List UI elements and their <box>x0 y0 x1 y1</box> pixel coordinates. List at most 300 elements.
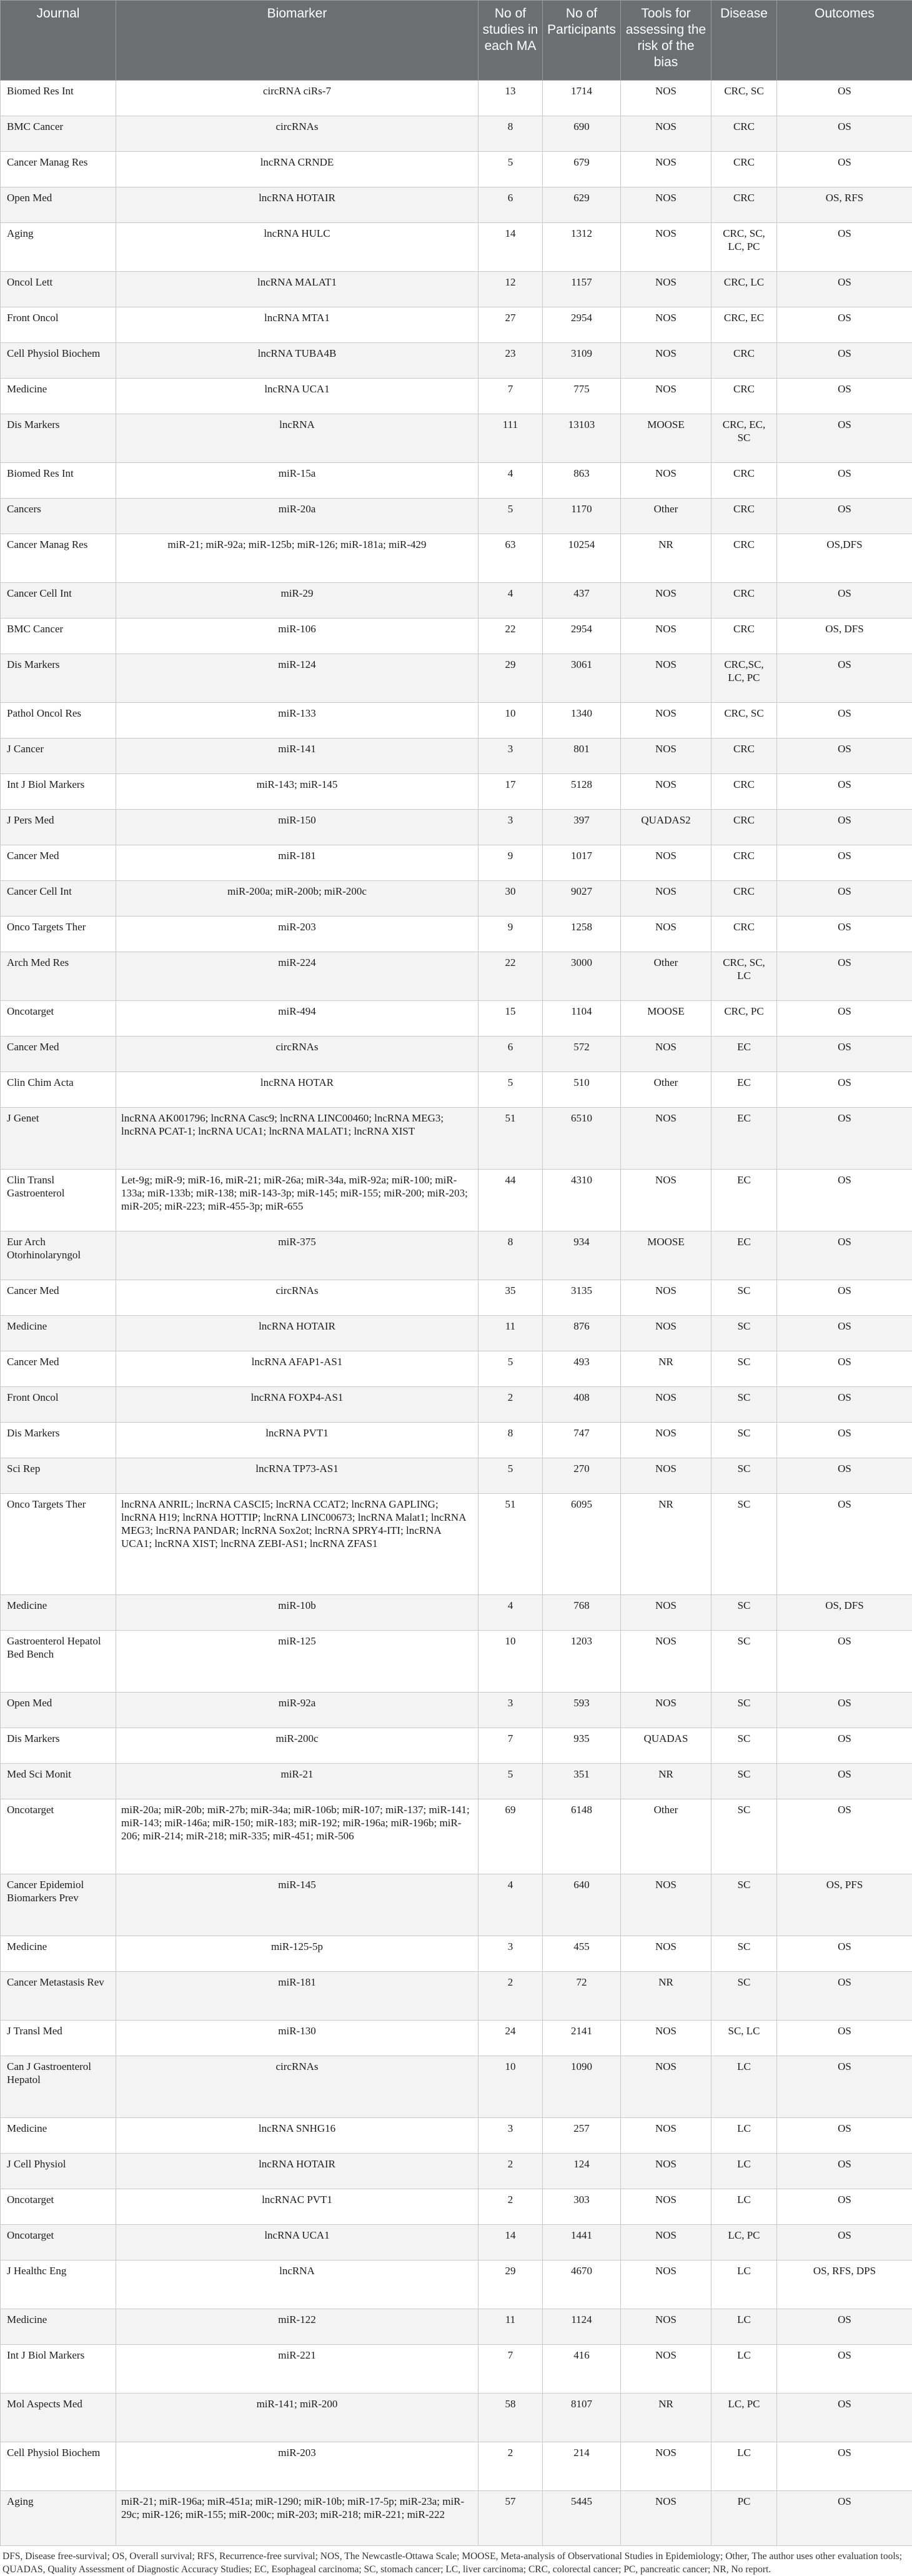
cell-outcomes: OS <box>777 952 912 1001</box>
cell-studies: 111 <box>478 414 543 463</box>
table-row <box>1 1936 912 1972</box>
table-row <box>1 2309 912 2345</box>
cell-journal: J Cell Physiol <box>1 2154 116 2189</box>
table-row <box>1 1423 912 1458</box>
cell-journal: Aging <box>1 223 116 272</box>
cell-outcomes: OS <box>777 152 912 187</box>
cell-tool: NOS <box>621 2309 711 2345</box>
cell-tool: NOS <box>621 343 711 379</box>
cell-studies: 8 <box>478 116 543 152</box>
cell-outcomes: OS <box>777 1037 912 1072</box>
cell-biomarker: miR-150 <box>116 810 478 845</box>
cell-biomarker: miR-29 <box>116 583 478 619</box>
cell-biomarker: miR-224 <box>116 952 478 1001</box>
cell-journal: Med Sci Monit <box>1 1764 116 1799</box>
cell-outcomes: OS <box>777 583 912 619</box>
table-row <box>1 619 912 654</box>
cell-participants: 9027 <box>543 881 621 917</box>
table-row <box>1 1001 912 1037</box>
table-row <box>1 703 912 738</box>
table-row <box>1 1108 912 1170</box>
cell-disease: PC <box>711 2491 777 2546</box>
cell-biomarker: miR-203 <box>116 2442 478 2491</box>
cell-disease: SC <box>711 1728 777 1764</box>
cell-disease: CRC, LC <box>711 272 777 307</box>
cell-journal: J Cancer <box>1 738 116 774</box>
cell-tool: QUADAS2 <box>621 810 711 845</box>
cell-biomarker: miR-145 <box>116 1874 478 1936</box>
cell-participants: 124 <box>543 2154 621 2189</box>
cell-journal: Medicine <box>1 1316 116 1351</box>
cell-biomarker: miR-15a <box>116 463 478 499</box>
cell-journal: Medicine <box>1 1595 116 1631</box>
cell-outcomes: OS <box>777 1423 912 1458</box>
cell-participants: 257 <box>543 2118 621 2154</box>
cell-tool: NR <box>621 1972 711 2021</box>
cell-studies: 15 <box>478 1001 543 1037</box>
cell-participants: 640 <box>543 1874 621 1936</box>
cell-disease: CRC <box>711 881 777 917</box>
cell-tool: NOS <box>621 845 711 881</box>
cell-studies: 4 <box>478 1595 543 1631</box>
cell-disease: SC <box>711 1595 777 1631</box>
table-row <box>1 272 912 307</box>
cell-studies: 51 <box>478 1494 543 1595</box>
cell-participants: 1170 <box>543 499 621 534</box>
cell-journal: Eur Arch Otorhinolaryngol <box>1 1231 116 1280</box>
cell-tool: NOS <box>621 2225 711 2260</box>
cell-studies: 51 <box>478 1108 543 1170</box>
cell-disease: EC <box>711 1108 777 1170</box>
cell-disease: LC <box>711 2056 777 2118</box>
cell-participants: 629 <box>543 187 621 223</box>
cell-tool: Other <box>621 1072 711 1108</box>
cell-participants: 4310 <box>543 1170 621 1231</box>
cell-tool: NOS <box>621 1423 711 1458</box>
cell-participants: 1203 <box>543 1631 621 1693</box>
table-row <box>1 1728 912 1764</box>
cell-tool: NOS <box>621 2345 711 2394</box>
cell-disease: SC <box>711 1874 777 1936</box>
cell-participants: 13103 <box>543 414 621 463</box>
table-row <box>1 917 912 952</box>
cell-disease: CRC <box>711 619 777 654</box>
cell-biomarker: lncRNA UCA1 <box>116 2225 478 2260</box>
cell-biomarker: miR-133 <box>116 703 478 738</box>
cell-journal: Front Oncol <box>1 1387 116 1423</box>
cell-disease: CRC <box>711 810 777 845</box>
cell-journal: Aging <box>1 2491 116 2546</box>
cell-participants: 768 <box>543 1595 621 1631</box>
header-tools: Tools for assessing the risk of the bias <box>621 1 711 81</box>
cell-disease: SC <box>711 1799 777 1874</box>
cell-tool: Other <box>621 1799 711 1874</box>
cell-tool: NOS <box>621 2021 711 2056</box>
cell-journal: Can J Gastroenterol Hepatol <box>1 2056 116 2118</box>
table-row <box>1 1874 912 1936</box>
cell-tool: NOS <box>621 2118 711 2154</box>
cell-journal: Cancers <box>1 499 116 534</box>
cell-disease: SC <box>711 1423 777 1458</box>
cell-disease: CRC <box>711 187 777 223</box>
table-row <box>1 1631 912 1693</box>
cell-disease: LC <box>711 2442 777 2491</box>
cell-outcomes: OS <box>777 2394 912 2442</box>
cell-outcomes: OS <box>777 2225 912 2260</box>
cell-outcomes: OS <box>777 1764 912 1799</box>
cell-tool: NOS <box>621 654 711 703</box>
cell-studies: 4 <box>478 583 543 619</box>
cell-tool: NOS <box>621 379 711 414</box>
cell-studies: 5 <box>478 152 543 187</box>
cell-participants: 303 <box>543 2189 621 2225</box>
cell-disease: CRC <box>711 738 777 774</box>
cell-biomarker: miR-20a; miR-20b; miR-27b; miR-34a; miR-106b; miR-107; miR-137; miR-141; miR-143; miR-146a; miR-150; miR-183; miR-192; miR-196a; miR-196b; miR-206; miR-214; miR-218; miR-335; miR-451; miR-506 <box>116 1799 478 1874</box>
cell-tool: NOS <box>621 583 711 619</box>
table-row <box>1 499 912 534</box>
cell-tool: NOS <box>621 1280 711 1316</box>
cell-disease: SC <box>711 1351 777 1387</box>
cell-tool: NOS <box>621 187 711 223</box>
table-row <box>1 307 912 343</box>
cell-biomarker: lncRNA HOTAIR <box>116 1316 478 1351</box>
cell-biomarker: miR-200a; miR-200b; miR-200c <box>116 881 478 917</box>
table-body <box>1 81 912 2546</box>
cell-outcomes: OS <box>777 414 912 463</box>
cell-studies: 11 <box>478 1316 543 1351</box>
table-row <box>1 2189 912 2225</box>
cell-studies: 58 <box>478 2394 543 2442</box>
cell-outcomes: OS <box>777 1631 912 1693</box>
cell-outcomes: OS <box>777 845 912 881</box>
cell-participants: 351 <box>543 1764 621 1799</box>
cell-biomarker: miR-141; miR-200 <box>116 2394 478 2442</box>
table-row <box>1 2394 912 2442</box>
table-row <box>1 845 912 881</box>
cell-journal: Cancer Med <box>1 1037 116 1072</box>
cell-journal: Cancer Med <box>1 1351 116 1387</box>
cell-studies: 24 <box>478 2021 543 2056</box>
cell-tool: NOS <box>621 1170 711 1231</box>
cell-tool: NOS <box>621 619 711 654</box>
cell-biomarker: miR-10b <box>116 1595 478 1631</box>
table-row <box>1 414 912 463</box>
table-row <box>1 1037 912 1072</box>
cell-disease: CRC <box>711 774 777 810</box>
cell-tool: NOS <box>621 1458 711 1494</box>
table-row <box>1 2225 912 2260</box>
cell-outcomes: OS <box>777 2345 912 2394</box>
cell-outcomes: OS <box>777 272 912 307</box>
cell-participants: 408 <box>543 1387 621 1423</box>
cell-participants: 270 <box>543 1458 621 1494</box>
cell-participants: 747 <box>543 1423 621 1458</box>
header-studies: No of studies in each MA <box>478 1 543 81</box>
cell-studies: 9 <box>478 917 543 952</box>
cell-disease: CRC, SC, LC, PC <box>711 223 777 272</box>
cell-studies: 10 <box>478 1631 543 1693</box>
cell-journal: Dis Markers <box>1 414 116 463</box>
cell-studies: 17 <box>478 774 543 810</box>
cell-participants: 72 <box>543 1972 621 2021</box>
cell-studies: 69 <box>478 1799 543 1874</box>
cell-disease: SC <box>711 1458 777 1494</box>
cell-disease: LC <box>711 2189 777 2225</box>
cell-studies: 14 <box>478 223 543 272</box>
header-journal: Journal <box>1 1 116 81</box>
table-row <box>1 187 912 223</box>
cell-studies: 2 <box>478 1972 543 2021</box>
cell-studies: 27 <box>478 307 543 343</box>
cell-disease: EC <box>711 1170 777 1231</box>
cell-tool: NOS <box>621 917 711 952</box>
table-row <box>1 738 912 774</box>
cell-disease: CRC, SC, LC <box>711 952 777 1001</box>
cell-participants: 2141 <box>543 2021 621 2056</box>
table-row <box>1 2491 912 2546</box>
cell-studies: 14 <box>478 2225 543 2260</box>
table-row <box>1 2260 912 2309</box>
cell-biomarker: miR-221 <box>116 2345 478 2394</box>
cell-biomarker: circRNA ciRs-7 <box>116 81 478 116</box>
header-disease: Disease <box>711 1 777 81</box>
cell-journal: Oncotarget <box>1 2225 116 2260</box>
cell-journal: Clin Chim Acta <box>1 1072 116 1108</box>
cell-participants: 3135 <box>543 1280 621 1316</box>
cell-biomarker: circRNAs <box>116 1280 478 1316</box>
cell-outcomes: OS <box>777 1231 912 1280</box>
cell-journal: BMC Cancer <box>1 116 116 152</box>
cell-outcomes: OS <box>777 1458 912 1494</box>
cell-outcomes: OS <box>777 2491 912 2546</box>
table-row <box>1 1072 912 1108</box>
cell-biomarker: lncRNA HOTAIR <box>116 2154 478 2189</box>
cell-participants: 1312 <box>543 223 621 272</box>
cell-studies: 7 <box>478 1728 543 1764</box>
cell-disease: LC <box>711 2345 777 2394</box>
cell-journal: Cancer Med <box>1 845 116 881</box>
cell-tool: NOS <box>621 2442 711 2491</box>
cell-disease: SC <box>711 1280 777 1316</box>
cell-participants: 3061 <box>543 654 621 703</box>
cell-outcomes: OS <box>777 1387 912 1423</box>
cell-studies: 5 <box>478 499 543 534</box>
table-header-row <box>1 1 912 81</box>
cell-biomarker: miR-130 <box>116 2021 478 2056</box>
cell-journal: Sci Rep <box>1 1458 116 1494</box>
cell-outcomes: OS <box>777 738 912 774</box>
cell-outcomes: OS <box>777 1494 912 1595</box>
cell-studies: 7 <box>478 379 543 414</box>
cell-disease: CRC <box>711 152 777 187</box>
cell-participants: 801 <box>543 738 621 774</box>
cell-biomarker: lncRNA AK001796; lncRNA Casc9; lncRNA LINC00460; lncRNA MEG3; lncRNA PCAT-1; lncRNA UCA1; lncRNA MALAT1; lncRNA XIST <box>116 1108 478 1170</box>
cell-outcomes: OS <box>777 1170 912 1231</box>
cell-participants: 775 <box>543 379 621 414</box>
cell-disease: SC <box>711 1693 777 1728</box>
cell-biomarker: lncRNA MTA1 <box>116 307 478 343</box>
table-row <box>1 810 912 845</box>
cell-studies: 3 <box>478 738 543 774</box>
table-row <box>1 2021 912 2056</box>
cell-participants: 593 <box>543 1693 621 1728</box>
cell-studies: 57 <box>478 2491 543 2546</box>
cell-biomarker: miR-181 <box>116 845 478 881</box>
cell-biomarker: circRNAs <box>116 116 478 152</box>
cell-disease: CRC <box>711 343 777 379</box>
cell-studies: 3 <box>478 810 543 845</box>
cell-outcomes: OS <box>777 2442 912 2491</box>
cell-biomarker: miR-21; miR-92a; miR-125b; miR-126; miR-181a; miR-429 <box>116 534 478 583</box>
cell-tool: NOS <box>621 2491 711 2546</box>
cell-disease: EC <box>711 1072 777 1108</box>
cell-disease: CRC <box>711 463 777 499</box>
cell-tool: NOS <box>621 774 711 810</box>
cell-disease: CRC <box>711 534 777 583</box>
cell-participants: 935 <box>543 1728 621 1764</box>
cell-biomarker: miR-494 <box>116 1001 478 1037</box>
cell-studies: 3 <box>478 2118 543 2154</box>
cell-biomarker: lncRNA ANRIL; lncRNA CASCI5; lncRNA CCAT2; lncRNA GAPLING; lncRNA H19; lncRNA HOTTIP; lncRNA LINC00673; lncRNA Malat1; lncRNA MEG3; lncRNA PANDAR; lncRNA Sox2ot; lncRNA SPRY4-ITI; lncRNA UCA1; lncRNA XIST; lncRNA ZEBI-AS1; lncRNA ZFAS1 <box>116 1494 478 1595</box>
cell-studies: 44 <box>478 1170 543 1231</box>
cell-outcomes: OS <box>777 1316 912 1351</box>
cell-tool: QUADAS <box>621 1728 711 1764</box>
table-row <box>1 1458 912 1494</box>
cell-studies: 3 <box>478 1936 543 1972</box>
cell-outcomes: OS <box>777 1972 912 2021</box>
cell-biomarker: miR-125 <box>116 1631 478 1693</box>
cell-tool: NOS <box>621 272 711 307</box>
cell-disease: SC <box>711 1631 777 1693</box>
cell-journal: Medicine <box>1 1936 116 1972</box>
cell-disease: CRC <box>711 116 777 152</box>
cell-studies: 8 <box>478 1423 543 1458</box>
cell-disease: CRC, EC, SC <box>711 414 777 463</box>
cell-biomarker: miR-125-5p <box>116 1936 478 1972</box>
cell-studies: 11 <box>478 2309 543 2345</box>
cell-outcomes: OS <box>777 499 912 534</box>
table-row <box>1 463 912 499</box>
cell-disease: SC <box>711 1494 777 1595</box>
cell-outcomes: OS <box>777 223 912 272</box>
cell-journal: Medicine <box>1 2309 116 2345</box>
header-participants: No of Participants <box>543 1 621 81</box>
table-row <box>1 1231 912 1280</box>
cell-biomarker: miR-375 <box>116 1231 478 1280</box>
cell-biomarker: lncRNA HOTAR <box>116 1072 478 1108</box>
cell-biomarker: lncRNA CRNDE <box>116 152 478 187</box>
cell-outcomes: OS <box>777 463 912 499</box>
cell-outcomes: OS <box>777 881 912 917</box>
cell-participants: 934 <box>543 1231 621 1280</box>
table-row <box>1 1494 912 1595</box>
cell-studies: 3 <box>478 1693 543 1728</box>
cell-participants: 214 <box>543 2442 621 2491</box>
table-row <box>1 116 912 152</box>
cell-participants: 876 <box>543 1316 621 1351</box>
cell-outcomes: OS <box>777 2154 912 2189</box>
table-row <box>1 1351 912 1387</box>
cell-journal: Open Med <box>1 187 116 223</box>
table-row <box>1 881 912 917</box>
cell-studies: 5 <box>478 1764 543 1799</box>
cell-biomarker: lncRNA AFAP1-AS1 <box>116 1351 478 1387</box>
cell-tool: NOS <box>621 2189 711 2225</box>
cell-studies: 7 <box>478 2345 543 2394</box>
cell-journal: Oncotarget <box>1 2189 116 2225</box>
cell-disease: CRC, EC <box>711 307 777 343</box>
cell-studies: 63 <box>478 534 543 583</box>
cell-journal: Oncol Lett <box>1 272 116 307</box>
cell-journal: Mol Aspects Med <box>1 2394 116 2442</box>
cell-biomarker: miR-143; miR-145 <box>116 774 478 810</box>
cell-journal: Dis Markers <box>1 1423 116 1458</box>
cell-biomarker: miR-203 <box>116 917 478 952</box>
cell-journal: Int J Biol Markers <box>1 2345 116 2394</box>
cell-biomarker: Let-9g; miR-9; miR-16, miR-21; miR-26a; miR-34a, miR-92a; miR-100; miR-133a; miR-133b; miR-138; miR-143-3p; miR-145; miR-155; miR-200; miR-203; miR-205; miR-223; miR-455-3p; miR-655 <box>116 1170 478 1231</box>
cell-participants: 397 <box>543 810 621 845</box>
cell-studies: 6 <box>478 1037 543 1072</box>
cell-biomarker: lncRNA <box>116 2260 478 2309</box>
table-row <box>1 152 912 187</box>
cell-journal: Cell Physiol Biochem <box>1 2442 116 2491</box>
table-row <box>1 654 912 703</box>
cell-tool: NOS <box>621 2056 711 2118</box>
cell-journal: Open Med <box>1 1693 116 1728</box>
cell-outcomes: OS <box>777 2118 912 2154</box>
cell-outcomes: OS <box>777 343 912 379</box>
cell-disease: LC, PC <box>711 2225 777 2260</box>
cell-tool: NOS <box>621 1874 711 1936</box>
cell-biomarker: miR-21; miR-196a; miR-451a; miR-1290; miR-10b; miR-17-5p; miR-23a; miR-29c; miR-126; miR-155; miR-200c; miR-203; miR-218; miR-221; miR-222 <box>116 2491 478 2546</box>
cell-outcomes: OS, RFS <box>777 187 912 223</box>
cell-outcomes: OS <box>777 1280 912 1316</box>
cell-outcomes: OS <box>777 1108 912 1170</box>
cell-journal: Cancer Manag Res <box>1 534 116 583</box>
cell-participants: 493 <box>543 1351 621 1387</box>
cell-studies: 22 <box>478 619 543 654</box>
cell-journal: Dis Markers <box>1 1728 116 1764</box>
cell-tool: NOS <box>621 1037 711 1072</box>
cell-disease: LC <box>711 2260 777 2309</box>
cell-tool: NOS <box>621 1387 711 1423</box>
cell-biomarker: lncRNA FOXP4-AS1 <box>116 1387 478 1423</box>
cell-tool: NR <box>621 534 711 583</box>
table-footnote: DFS, Disease free-survival; OS, Overall survival; RFS, Recurrence-free survival; NOS, The Newcastle-Ottawa Scale; MOOSE, Meta-analysis of Observational Studies in Epidemiology; Other, The author uses other evaluation tools; QUADAS, Quality Assessment of Diagnostic Accuracy Studies; EC, Esophageal carcinoma; SC, stomach cancer; LC, liver carcinoma; CRC, colorectal cancer; PC, pancreatic cancer; NR, No report. <box>0 2550 911 2576</box>
cell-studies: 2 <box>478 1387 543 1423</box>
cell-journal: Medicine <box>1 2118 116 2154</box>
cell-biomarker: lncRNA <box>116 414 478 463</box>
cell-participants: 690 <box>543 116 621 152</box>
table-row <box>1 81 912 116</box>
table-row <box>1 1170 912 1231</box>
cell-participants: 1340 <box>543 703 621 738</box>
cell-outcomes: OS <box>777 1001 912 1037</box>
cell-journal: Oncotarget <box>1 1799 116 1874</box>
cell-participants: 1714 <box>543 81 621 116</box>
cell-journal: Clin Transl Gastroenterol <box>1 1170 116 1231</box>
cell-outcomes: OS <box>777 703 912 738</box>
cell-disease: SC <box>711 1764 777 1799</box>
cell-journal: J Genet <box>1 1108 116 1170</box>
cell-tool: NR <box>621 1494 711 1595</box>
cell-tool: NOS <box>621 116 711 152</box>
table-row <box>1 534 912 583</box>
cell-studies: 12 <box>478 272 543 307</box>
cell-journal: J Healthc Eng <box>1 2260 116 2309</box>
cell-disease: LC <box>711 2154 777 2189</box>
cell-studies: 29 <box>478 2260 543 2309</box>
